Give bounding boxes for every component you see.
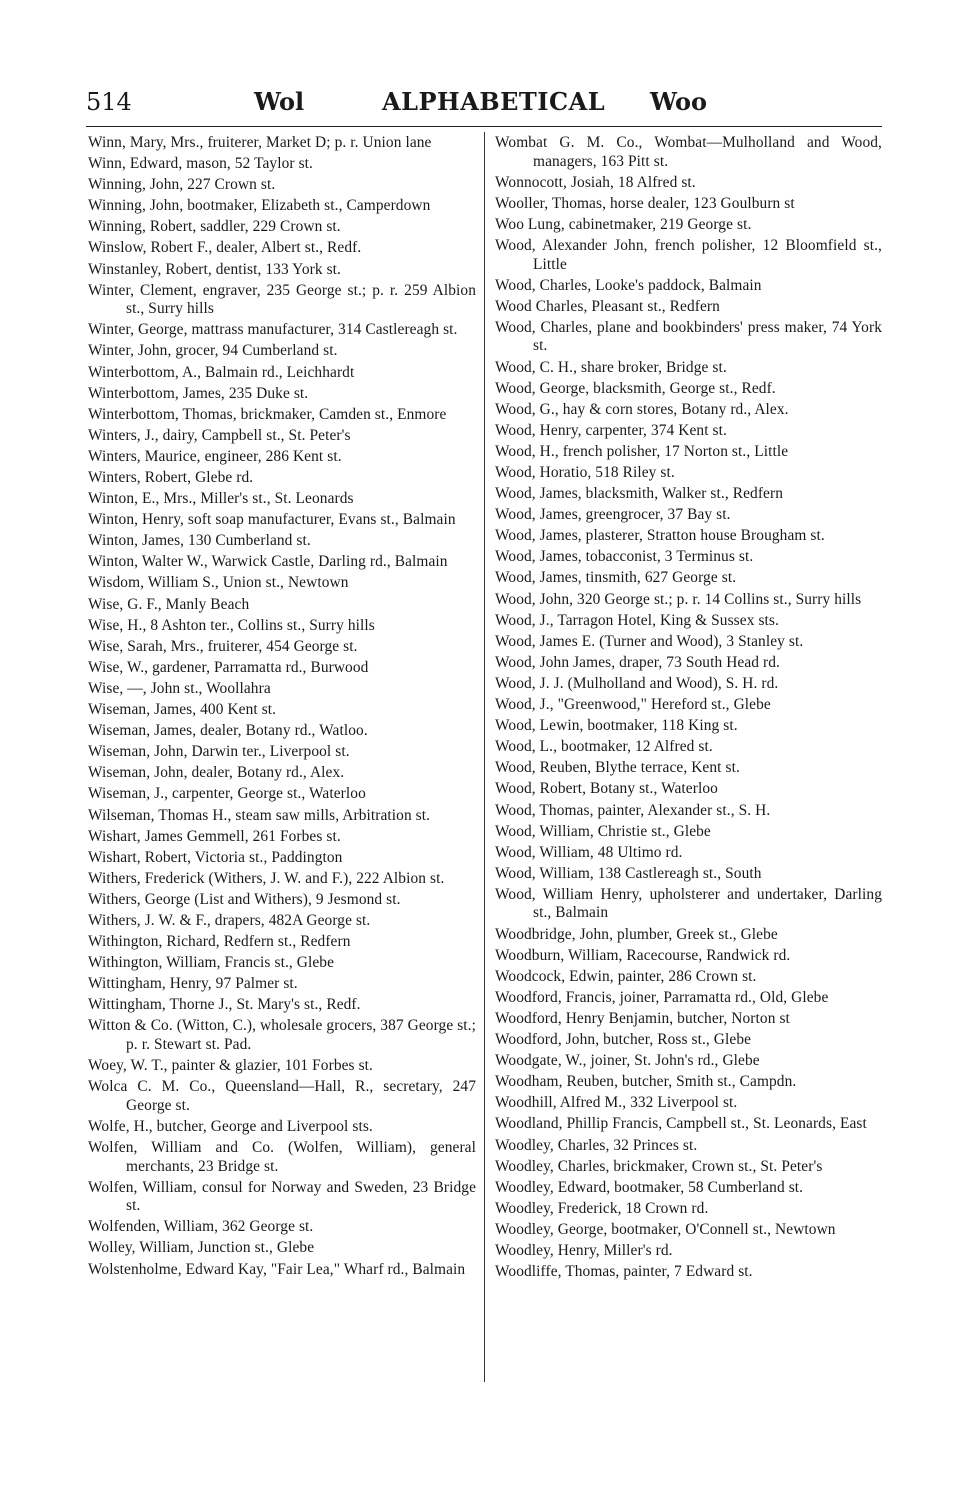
directory-entry: Winter, George, mattrass manufacturer, 314 Castlereagh st. (88, 321, 458, 339)
directory-entry: Winslow, Robert F., dealer, Albert st., Redf. (88, 239, 362, 257)
directory-entry: Wolstenholme, Edward Kay, "Fair Lea," Wharf rd., Balmain (88, 1260, 466, 1278)
directory-entry: Woodford, Henry Benjamin, butcher, Norton st (495, 1009, 790, 1027)
directory-entry: Woodburn, William, Racecourse, Randwick rd. (495, 946, 791, 964)
directory-entry: Wise, H., 8 Ashton ter., Collins st., Surry hills (88, 616, 375, 634)
header-rule (86, 126, 882, 127)
directory-entry: Wiseman, J., carpenter, George st., Waterloo (88, 785, 366, 803)
directory-entry: Wise, G. F., Manly Beach (88, 595, 250, 613)
directory-entry: Wood, J. J. (Mulholland and Wood), S. H. rd. (495, 674, 779, 692)
directory-entry: Wood, Horatio, 518 Riley st. (495, 464, 675, 481)
directory-entry: Wood, James, plasterer, Stratton house Brougham st. (495, 527, 825, 545)
directory-entry: Woodley, Charles, 32 Princes st. (495, 1136, 698, 1154)
directory-entry: Woodley, Frederick, 18 Crown rd. (495, 1199, 709, 1217)
directory-entry: Wood, Charles, plane and bookbinders' press maker, 74 York st. (495, 318, 882, 355)
directory-entry: Woodland, Phillip Francis, Campbell st., St. Leonards, East (495, 1115, 867, 1133)
directory-entry: Wishart, James Gemmell, 261 Forbes st. (88, 827, 341, 845)
directory-entry: Winter, John, grocer, 94 Cumberland st. (88, 342, 338, 360)
directory-entry: Winters, Robert, Glebe rd. (88, 469, 254, 486)
directory-entry: Woodley, George, bootmaker, O'Connell st., Newtown (495, 1220, 836, 1238)
directory-entry: Wisdom, William S., Union st., Newtown (88, 574, 349, 592)
directory-entry: Witton & Co. (Witton, C.), wholesale grocers, 387 George st.; p. r. Stewart st. Pad. (88, 1017, 476, 1054)
directory-entry: Woodliffe, Thomas, painter, 7 Edward st. (495, 1263, 753, 1281)
directory-entry: Wiseman, John, Darwin ter., Liverpool st. (88, 743, 350, 761)
directory-entry: Wood, C. H., share broker, Bridge st. (495, 358, 727, 376)
directory-entry: Wiseman, James, 400 Kent st. (88, 701, 277, 719)
directory-entry: Wolfe, H., butcher, George and Liverpool sts. (88, 1117, 373, 1135)
left-column (88, 134, 476, 1282)
directory-entry: Wishart, Robert, Victoria st., Paddington (88, 848, 343, 866)
directory-entry: Winning, Robert, saddler, 229 Crown st. (88, 218, 341, 236)
directory-entry: Wood, H., french polisher, 17 Norton st., Little (495, 442, 789, 460)
directory-entry: Woodford, John, butcher, Ross st., Glebe (495, 1031, 752, 1049)
directory-entry: Wood, Charles, Looke's paddock, Balmain (495, 276, 762, 294)
directory-entry: Wood, William, Christie st., Glebe (495, 822, 711, 840)
directory-entry: Wood, James E. (Turner and Wood), 3 Stanley st. (495, 632, 804, 650)
directory-entry: Wood, William, 138 Castlereagh st., South (495, 864, 762, 882)
directory-entry: Winterbottom, Thomas, brickmaker, Camden st., Enmore (88, 405, 447, 423)
directory-entry: Wood, Lewin, bootmaker, 118 King st. (495, 717, 738, 735)
directory-entry: Woodbridge, John, plumber, Greek st., Glebe (495, 925, 778, 943)
directory-entry: Woodley, Henry, Miller's rd. (495, 1241, 673, 1259)
directory-entry: Wombat G. M. Co., Wombat—Mulholland and Wood, managers, 163 Pitt st. (495, 134, 882, 170)
directory-entry: Wood, Alexander John, french polisher, 12 Bloomfield st., Little (495, 236, 882, 273)
running-header (86, 82, 882, 122)
directory-entry: Wood, Henry, carpenter, 374 Kent st. (495, 421, 727, 439)
directory-entry: Wood, Robert, Botany st., Waterloo (495, 780, 718, 798)
directory-entry: Wooller, Thomas, horse dealer, 123 Goulburn st (495, 194, 795, 212)
directory-entry: Withington, William, Francis st., Glebe (88, 954, 335, 972)
directory-entry: Winters, Maurice, engineer, 286 Kent st. (88, 447, 342, 465)
directory-entry: Wise, W., gardener, Parramatta rd., Burwood (88, 658, 369, 676)
directory-entry: Winn, Mary, Mrs., fruiterer, Market D; p. r. Union lane (88, 134, 432, 151)
directory-entry: Winterbottom, James, 235 Duke st. (88, 384, 309, 402)
directory-entry: Woodhill, Alfred M., 332 Liverpool st. (495, 1094, 738, 1112)
directory-entry: Wise, —, John st., Woollahra (88, 679, 271, 697)
directory-entry: Woodford, Francis, joiner, Parramatta rd., Old, Glebe (495, 988, 829, 1006)
directory-entry: Wood, L., bootmaker, 12 Alfred st. (495, 738, 713, 756)
directory-entry: Winton, Henry, soft soap manufacturer, Evans st., Balmain (88, 511, 456, 529)
directory-entry: Winstanley, Robert, dentist, 133 York st. (88, 260, 342, 278)
directory-entry: Wolley, William, Junction st., Glebe (88, 1239, 315, 1257)
directory-entry: Winton, James, 130 Cumberland st. (88, 532, 311, 550)
directory-entry: Wood, James, tobacconist, 3 Terminus st. (495, 548, 754, 566)
directory-entry: Wilseman, Thomas H., steam saw mills, Arbitration st. (88, 806, 431, 824)
directory-entry: Wood, James, blacksmith, Walker st., Redfern (495, 485, 784, 503)
directory-entry: Wolfen, William and Co. (Wolfen, William), general merchants, 23 Bridge st. (88, 1139, 476, 1175)
directory-entry: Wittingham, Henry, 97 Palmer st. (88, 975, 298, 993)
directory-entry: Winterbottom, A., Balmain rd., Leichhardt (88, 363, 355, 381)
directory-entry: Wood, James, greengrocer, 37 Bay st. (495, 506, 731, 524)
directory-entry: Wood, William, 48 Ultimo rd. (495, 843, 683, 861)
column-divider (484, 132, 485, 1382)
directory-entry: Woodley, Charles, brickmaker, Crown st., St. Peter's (495, 1157, 823, 1175)
directory-entry: Wood, G., hay & corn stores, Botany rd., Alex. (495, 400, 789, 418)
directory-entry: Winter, Clement, engraver, 235 George st.; p. r. 259 Albion st., Surry hills (88, 281, 476, 318)
directory-entry: Woodham, Reuben, butcher, Smith st., Campdn. (495, 1073, 797, 1091)
directory-entry: Wood, John, 320 George st.; p. r. 14 Collins st., Surry hills (495, 590, 862, 608)
directory-entry: Wood, J., "Greenwood," Hereford st., Glebe (495, 696, 771, 714)
directory-entry: Withers, J. W. & F., drapers, 482A George st. (88, 911, 371, 929)
directory-entry: Woodley, Edward, bootmaker, 58 Cumberland st. (495, 1178, 804, 1196)
directory-entry: Wiseman, James, dealer, Botany rd., Watloo. (88, 722, 368, 740)
directory-entry: Winters, J., dairy, Campbell st., St. Peter's (88, 426, 351, 444)
header-right-guide-word: Woo (650, 87, 708, 116)
directory-entry: Winn, Edward, mason, 52 Taylor st. (88, 155, 313, 173)
directory-entry: Winton, E., Mrs., Miller's st., St. Leonards (88, 490, 354, 508)
page-number: 514 (86, 88, 132, 116)
directory-entry: Wonnocott, Josiah, 18 Alfred st. (495, 173, 696, 191)
directory-entry: Winning, John, bootmaker, Elizabeth st., Camperdown (88, 197, 431, 215)
directory-entry: Wood, William Henry, upholsterer and undertaker, Darling st., Balmain (495, 885, 882, 922)
header-left-guide-word: Wol (254, 87, 305, 116)
directory-entry: Woodcock, Edwin, painter, 286 Crown st. (495, 967, 757, 985)
directory-entry: Woodgate, W., joiner, St. John's rd., Glebe (495, 1052, 760, 1070)
directory-entry: Wolca C. M. Co., Queensland—Hall, R., secretary, 247 George st. (88, 1078, 476, 1114)
directory-entry: Wood, James, tinsmith, 627 George st. (495, 569, 737, 587)
directory-entry: Wood, Thomas, painter, Alexander st., S. H. (495, 801, 771, 819)
header-section-title: ALPHABETICAL (382, 87, 606, 116)
directory-entry: Wiseman, John, dealer, Botany rd., Alex. (88, 764, 345, 782)
directory-entry: Wise, Sarah, Mrs., fruiterer, 454 George st. (88, 637, 358, 655)
directory-entry: Winton, Walter W., Warwick Castle, Darling rd., Balmain (88, 553, 448, 571)
directory-entry: Withington, Richard, Redfern st., Redfern (88, 933, 351, 951)
directory-entry: Wolfenden, William, 362 George st. (88, 1218, 314, 1236)
directory-entry: Wittingham, Thorne J., St. Mary's st., Redf. (88, 996, 361, 1014)
directory-entry: Withers, George (List and Withers), 9 Jesmond st. (88, 890, 401, 908)
directory-entry: Wolfen, William, consul for Norway and Sweden, 23 Bridge st. (88, 1178, 476, 1215)
directory-entry: Wood, Reuben, Blythe terrace, Kent st. (495, 759, 740, 777)
directory-entry: Wood Charles, Pleasant st., Redfern (495, 297, 720, 315)
directory-entry: Wood, George, blacksmith, George st., Redf. (495, 379, 776, 397)
directory-entry: Wood, John James, draper, 73 South Head rd. (495, 653, 780, 671)
directory-entry: Withers, Frederick (Withers, J. W. and F.), 222 Albion st. (88, 869, 445, 887)
directory-entry: Winning, John, 227 Crown st. (88, 176, 276, 194)
directory-entry: Wood, J., Tarragon Hotel, King & Sussex sts. (495, 611, 779, 629)
directory-entry: Woo Lung, cabinetmaker, 219 George st. (495, 215, 752, 233)
directory-entry: Woey, W. T., painter & glazier, 101 Forbes st. (88, 1057, 373, 1075)
right-column (495, 134, 882, 1284)
